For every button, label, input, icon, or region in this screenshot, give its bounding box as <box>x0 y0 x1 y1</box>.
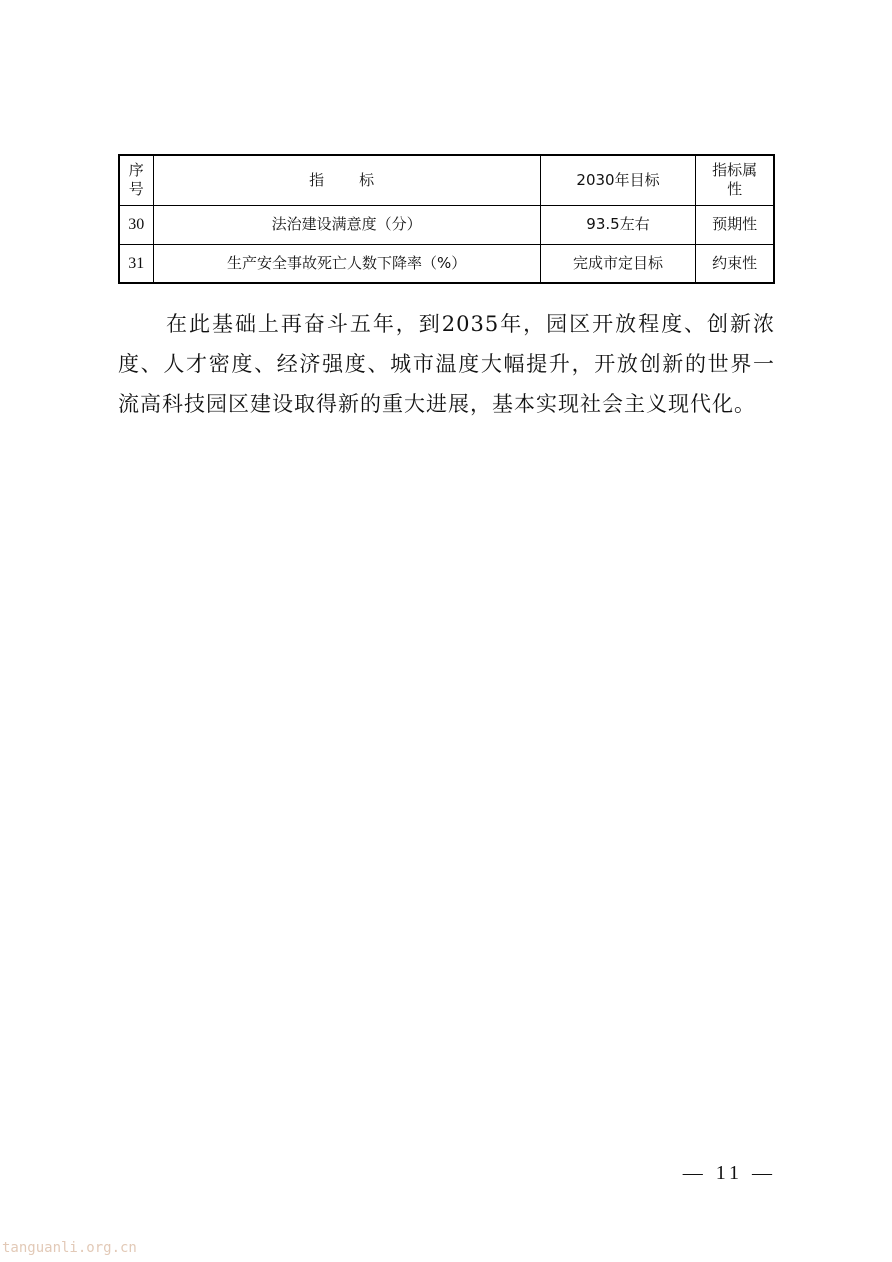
header-target: 2030年目标 <box>540 155 695 205</box>
indicator-table <box>118 154 775 284</box>
table-row <box>119 244 774 283</box>
watermark-text: tanguanli.org.cn <box>2 1240 137 1256</box>
row-target: 完成市定目标 <box>540 244 695 283</box>
row-seq: 30 <box>119 205 153 244</box>
header-indicator: 指 标 <box>153 155 540 205</box>
row-indicator: 生产安全事故死亡人数下降率（%） <box>153 244 540 283</box>
header-attribute: 指标属性 <box>696 155 774 205</box>
header-seq: 序号 <box>119 155 153 205</box>
body-paragraph: 在此基础上再奋斗五年，到2035年，园区开放程度、创新浓度、人才密度、经济强度、城市温度大幅提升，开放创新的世界一流高科技园区建设取得新的重大进展，基本实现社会主义现代化。 <box>118 312 775 416</box>
table-header-row <box>119 155 774 205</box>
row-seq: 31 <box>119 244 153 283</box>
row-attribute: 预期性 <box>696 205 774 244</box>
row-indicator: 法治建设满意度（分） <box>153 205 540 244</box>
row-attribute: 约束性 <box>696 244 774 283</box>
page-number: — 11 — <box>682 1162 776 1184</box>
row-target: 93.5左右 <box>540 205 695 244</box>
table-row <box>119 205 774 244</box>
